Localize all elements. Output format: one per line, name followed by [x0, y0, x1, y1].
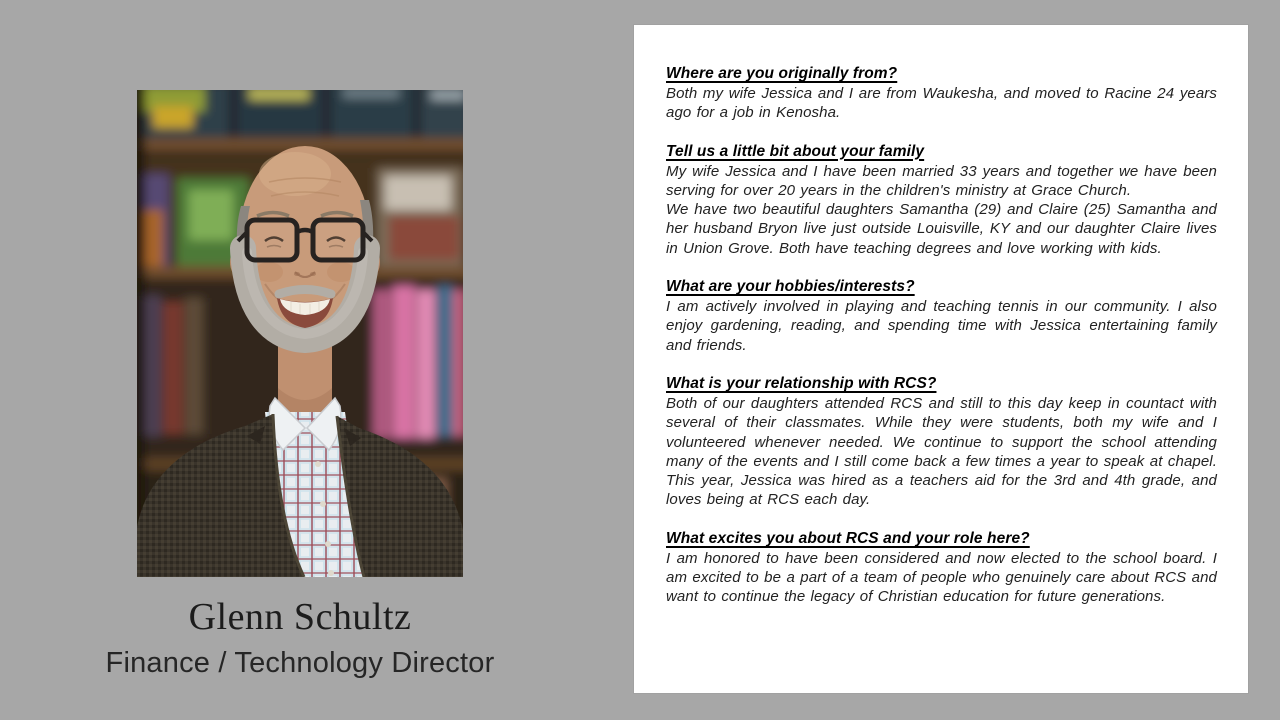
- profile-title: Finance / Technology Director: [105, 647, 495, 679]
- qa-answer-paragraph: My wife Jessica and I have been married 33 years and together we have been serving for over 20 years in the children's ministry at Grace Church.: [666, 162, 1217, 199]
- qa-section-relationship: [666, 374, 1217, 510]
- qa-answer-paragraph: I am honored to have been considered and now elected to the school board. I am excited to be a part of a team of people who genuinely care about RCS and want to continue the legacy of Christian education for future generations.: [666, 549, 1217, 606]
- qa-section-hobbies: [666, 277, 1217, 355]
- qa-question: What is your relationship with RCS?: [666, 374, 937, 392]
- profile-name: Glenn Schultz: [188, 596, 412, 638]
- profile-photo: [137, 90, 463, 577]
- qa-section-family: [666, 142, 1217, 258]
- portrait-illustration: [137, 90, 463, 577]
- qa-answer-paragraph: Both my wife Jessica and I are from Waukesha, and moved to Racine 24 years ago for a job in Kenosha.: [666, 85, 1217, 122]
- qa-question: What excites you about RCS and your role here?: [666, 529, 1030, 547]
- qa-section-excitement: [666, 529, 1217, 607]
- qa-question: Tell us a little bit about your family: [666, 142, 925, 160]
- qa-section-origin: [666, 64, 1217, 123]
- qa-question: What are your hobbies/interests?: [666, 278, 915, 296]
- qa-question: Where are you originally from?: [666, 65, 898, 82]
- qa-answer-paragraph: We have two beautiful daughters Samantha (29) and Claire (25) Samantha and her husband Bryon live just outside Louisville, KY and our daughter Claire lives in Union Grove. Both have teaching degrees and love working with kids.: [666, 201, 1217, 257]
- bio-card: [634, 25, 1248, 693]
- qa-answer-paragraph: I am actively involved in playing and teaching tennis in our community. I also enjoy gardening, reading, and spending time with Jessica entertaining family and friends.: [666, 298, 1217, 354]
- qa-answer-paragraph: Both of our daughters attended RCS and still to this day keep in countact with several of their classmates. While they were students, both my wife and I volunteered whenever needed. We continue to support the school attending many of the events and I still come back a few times a year to speak at chapel. This year, Jessica was hired as a teachers aid for the 3rd and 4th grade, and loves being at RCS each day.: [666, 394, 1217, 509]
